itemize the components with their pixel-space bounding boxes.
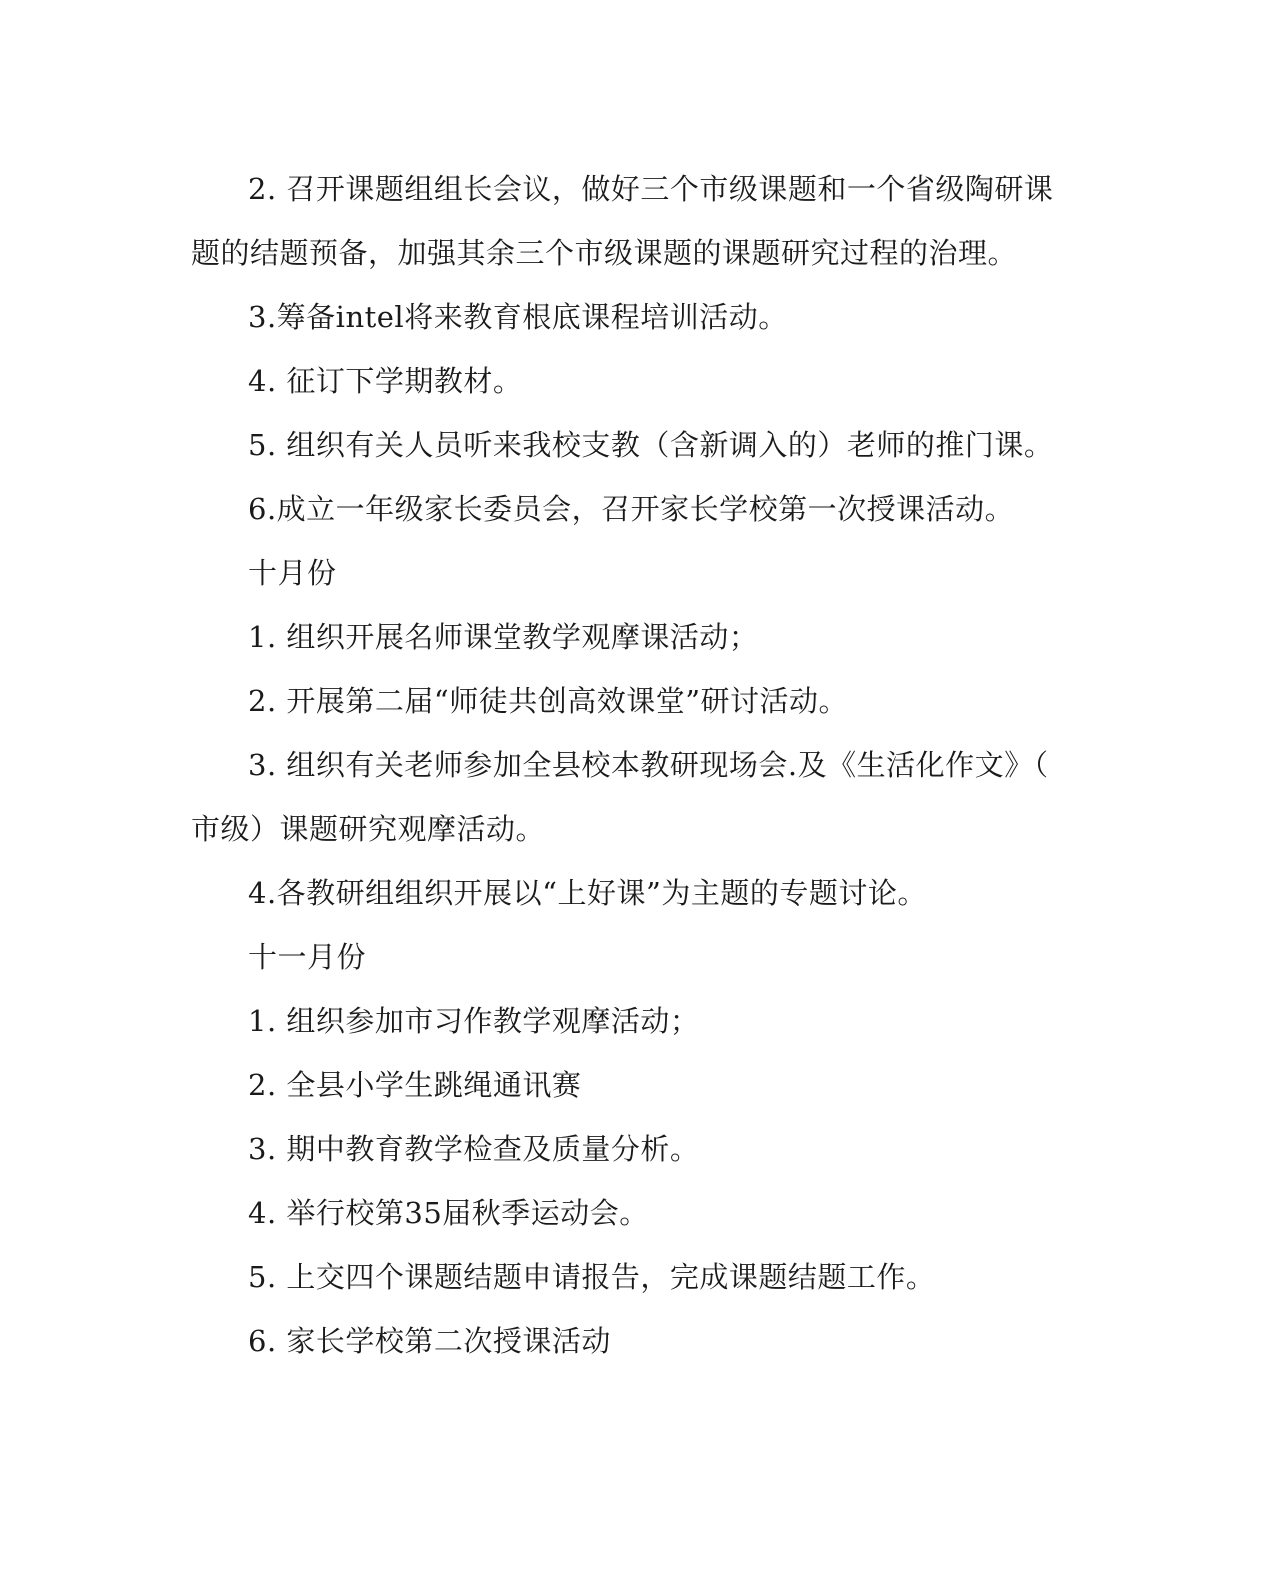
text-line: 题的结题预备，加强其余三个市级课题的课题研究过程的治理。 (191, 236, 1018, 270)
text-line: 2. 开展第二届“师徒共创高效课堂”研讨活动。 (248, 684, 849, 718)
text-line: 4. 征订下学期教材。 (248, 364, 523, 398)
text-line: 5. 上交四个课题结题申请报告，完成课题结题工作。 (248, 1260, 936, 1294)
text-line: 4. 举行校第35届秋季运动会。 (248, 1196, 649, 1230)
text-line: 5. 组织有关人员听来我校支教（含新调入的）老师的推门课。 (248, 428, 1054, 462)
text-line: 4.各教研组组织开展以“上好课”为主题的专题讨论。 (248, 876, 927, 910)
text-line: 3. 组织有关老师参加全县校本教研现场会.及《生活化作文》（ (248, 748, 1049, 782)
text-line: 3.筹备intel将来教育根底课程培训活动。 (248, 300, 788, 334)
text-line: 6. 家长学校第二次授课活动 (248, 1324, 611, 1358)
text-line: 1. 组织参加市习作教学观摩活动； (248, 1004, 700, 1038)
text-line: 市级）课题研究观摩活动。 (191, 812, 546, 846)
text-line: 1. 组织开展名师课堂教学观摩课活动； (248, 620, 759, 654)
text-line: 6.成立一年级家长委员会，召开家长学校第一次授课活动。 (248, 492, 1015, 526)
text-line: 3. 期中教育教学检查及质量分析。 (248, 1132, 700, 1166)
section-heading: 十一月份 (248, 940, 367, 974)
text-line: 2. 全县小学生跳绳通讯赛 (248, 1068, 582, 1102)
section-heading: 十月份 (248, 556, 337, 590)
text-line: 2. 召开课题组组长会议，做好三个市级课题和一个省级陶研课 (248, 172, 1054, 206)
